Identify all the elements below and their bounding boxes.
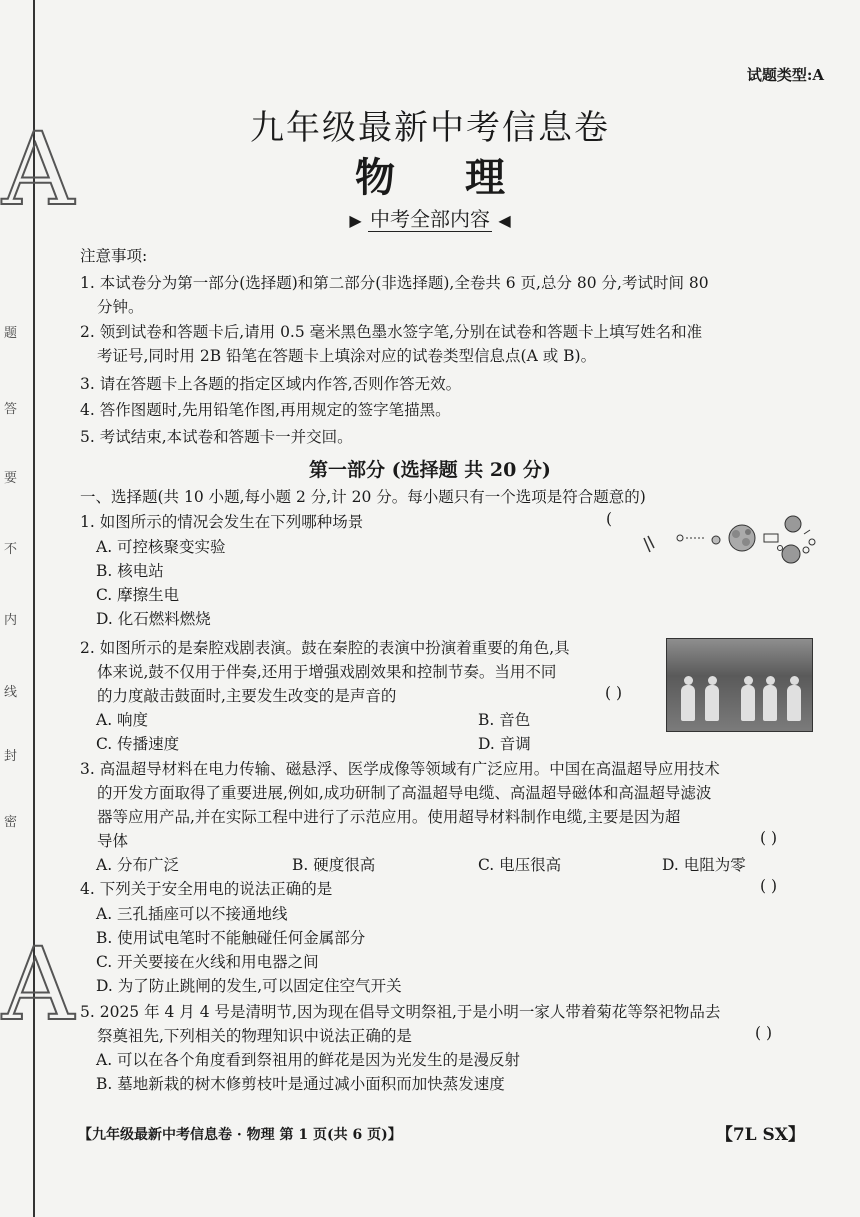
seal-char: 封 [4,749,18,764]
q2-stem-line: 2. 如图所示的是秦腔戏剧表演。鼓在秦腔的表演中扮演着重要的角色,具 [80,639,570,657]
part1-title: 第一部分 (选择题 共 20 分) [309,459,551,481]
q2-option-c: C. 传播速度 [96,735,180,753]
q2-stem-line: 体来说,鼓不仅用于伴奏,还用于增强戏剧效果和控制节奏。当用不同 [97,663,557,681]
q5-answer-paren: ( ) [755,1024,773,1042]
q4-option-a: A. 三孔插座可以不接通地线 [96,905,288,923]
margin-letter-a-bottom: A [2,926,75,1043]
exam-type-label: 试题类型:A [746,66,824,84]
q4-option-c: C. 开关要接在火线和用电器之间 [96,953,319,971]
q5-stem-line: 5. 2025 年 4 月 4 号是清明节,因为现在倡导文明祭祖,于是小明一家人带着菊花等祭祀物品去 [80,1003,721,1021]
q4-option-d: D. 为了防止跳闸的发生,可以固定住空气开关 [96,977,402,995]
q3-stem-line: 器等应用产品,并在实际工程中进行了示范应用。使用超导材料制作电缆,主要是因为超 [97,808,681,826]
q4-answer-paren: ( ) [760,877,778,895]
seal-char: 不 [4,542,18,557]
q2-answer-paren: ( ) [605,684,623,702]
q3-option-c: C. 电压很高 [478,856,562,874]
q2-option-d: D. 音调 [478,735,531,753]
note-item: 4. 答作图题时,先用铅笔作图,再用规定的签字笔描黑。 [80,401,451,419]
q3-option-d: D. 电阻为零 [662,856,746,874]
seal-char: 密 [4,815,18,830]
q2-option-a: A. 响度 [96,711,149,729]
note-item: 3. 请在答题卡上各题的指定区域内作答,否则作答无效。 [80,375,462,393]
note-item: 5. 考试结束,本试卷和答题卡一并交回。 [80,428,353,446]
page-title: 九年级最新中考信息卷 [250,108,610,148]
q1-answer-paren: ( [606,510,613,528]
q2-stem-line: 的力度敲击鼓面时,主要发生改变的是声音的 [97,687,397,705]
note-item: 1. 本试卷分为第一部分(选择题)和第二部分(非选择题),全卷共 6 页,总分 80 分,考试时间 80 [80,274,709,292]
note-item: 2. 领到试卷和答题卡后,请用 0.5 毫米黑色墨水签字笔,分别在试卷和答题卡上填写姓名和准 [80,323,703,341]
opera-performance-photo [666,638,813,732]
q3-option-b: B. 硬度很高 [292,856,376,874]
q2-option-b: B. 音色 [478,711,531,729]
q5-option-a: A. 可以在各个角度看到祭祖用的鲜花是因为光发生的是漫反射 [96,1051,521,1069]
q3-option-a: A. 分布广泛 [96,856,180,874]
seal-char: 内 [4,613,18,628]
q5-stem-line: 祭奠祖先,下列相关的物理知识中说法正确的是 [97,1027,412,1045]
q1-option-c: C. 摩擦生电 [96,586,180,604]
part1-instruction: 一、选择题(共 10 小题,每小题 2 分,计 20 分。每小题只有一个选项是符合题意的) [80,488,646,506]
note-item: 考证号,同时用 2B 铅笔在答题卡上填涂对应的试卷类型信息点(A 或 B)。 [97,347,597,365]
note-item: 分钟。 [97,298,144,316]
q1-option-b: B. 核电站 [96,562,164,580]
paper-code: 【7L SX】 [715,1125,805,1145]
q1-option-d: D. 化石燃料燃烧 [96,610,211,628]
q3-stem-line: 导体 [97,832,129,850]
q1-stem: 1. 如图所示的情况会发生在下列哪种场景 [80,513,364,531]
margin-letter-a-top: A [2,111,75,228]
notes-heading: 注意事项: [80,247,148,265]
seal-char: 题 [4,326,18,341]
q3-stem-line: 3. 高温超导材料在电力传输、磁悬浮、医学成像等领域有广泛应用。中国在高温超导应用技术 [80,760,720,778]
page-footer: 【九年级最新中考信息卷 · 物理 第 1 页(共 6 页)】 [78,1127,402,1143]
q4-option-b: B. 使用试电笔时不能触碰任何金属部分 [96,929,366,947]
scope-text: 中考全部内容 [370,207,490,231]
nuclear-fission-diagram [640,508,820,568]
seal-char: 答 [4,402,18,417]
q3-stem-line: 的开发方面取得了重要进展,例如,成功研制了高温超导电缆、高温超导磁体和高温超导滤波 [97,784,712,802]
q1-option-a: A. 可控核聚变实验 [96,538,226,556]
q3-answer-paren: ( ) [760,829,778,847]
subject-title: 物理 [355,154,575,201]
exam-scope [0,203,860,232]
seal-char: 要 [4,471,18,486]
q5-option-b: B. 墓地新栽的树木修剪枝叶是通过减小面积而加快蒸发速度 [96,1075,505,1093]
right-triangle-icon: ▶ [349,211,362,230]
seal-char: 线 [4,685,18,700]
left-triangle-icon: ◀ [498,211,511,230]
q4-stem: 4. 下列关于安全用电的说法正确的是 [80,880,333,898]
